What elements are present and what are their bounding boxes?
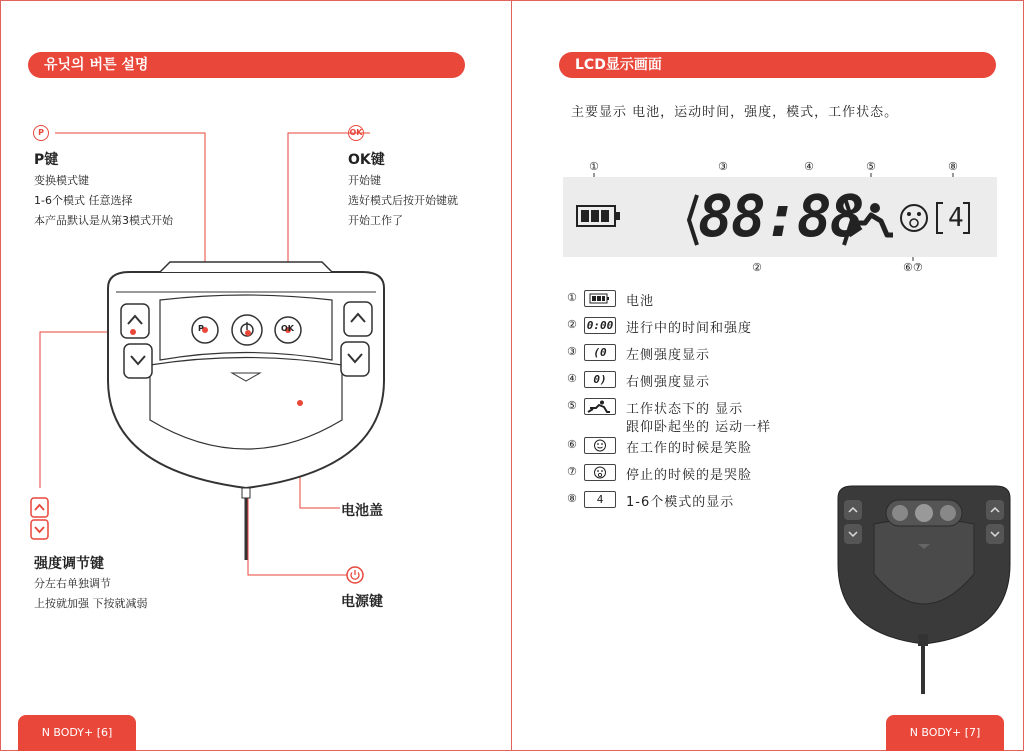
lcd-time-digits: 88:88	[698, 182, 863, 250]
legend-num-4: ④	[567, 372, 577, 385]
lcd-marker-4: ④	[804, 160, 814, 173]
lcd-marker-3: ③	[718, 160, 728, 173]
ok-key-line-3: 开始工作了	[348, 214, 403, 227]
situp-figure-icon	[584, 398, 616, 415]
ok-key-heading: OK键	[348, 152, 385, 168]
legend-num-3: ③	[567, 345, 577, 358]
lcd-battery-icon	[575, 203, 625, 229]
intensity-key-line-2: 上按就加强 下按就减弱	[34, 597, 148, 610]
device-ok-label: OK	[281, 324, 294, 333]
legend-num-8: ⑧	[567, 492, 577, 505]
legend-num-5: ⑤	[567, 399, 577, 412]
legend-text-6: 在工作的时候是笑脸	[626, 441, 753, 456]
legend-text-4: 右侧强度显示	[626, 375, 711, 390]
battery-cover-label: 电池盖	[341, 503, 383, 519]
smile-face-icon	[584, 437, 616, 454]
power-icon	[346, 566, 364, 584]
lcd-intro-text: 主要显示 电池，运动时间，强度，模式，工作状态。	[571, 105, 899, 120]
legend-num-6: ⑥	[567, 438, 577, 451]
lcd-marker-8: ⑧	[948, 160, 958, 173]
lcd-marker-6-7: ⑥⑦	[903, 261, 923, 274]
lcd-situp-icon	[847, 201, 895, 241]
p-key-line-1: 变换模式键	[34, 174, 89, 187]
legend-text-8: 1-6个模式的显示	[626, 495, 735, 510]
p-key-icon: P	[33, 125, 49, 141]
time-digits-icon	[584, 317, 616, 334]
intensity-key-heading: 强度调节键	[34, 556, 104, 572]
lcd-marker-2: ②	[752, 261, 762, 274]
mode-digit-icon	[584, 491, 616, 508]
left-intensity-sample: (0	[593, 346, 607, 359]
p-key-heading: P键	[34, 152, 59, 168]
right-intensity-sample: 0)	[593, 373, 607, 386]
lcd-face-icon	[899, 203, 929, 233]
legend-text-7: 停止的时候的是哭脸	[626, 468, 753, 483]
legend-num-7: ⑦	[567, 465, 577, 478]
ok-key-line-1: 开始键	[348, 174, 381, 187]
lcd-marker-5: ⑤	[866, 160, 876, 173]
right-footer: N BODY+ [7]	[886, 715, 1004, 751]
legend-text-1: 电池	[626, 294, 655, 309]
battery-icon	[584, 290, 616, 307]
legend-num-2: ②	[567, 318, 577, 331]
legend-text-5b: 跟仰卧起坐的 运动一样	[626, 420, 772, 435]
mode-digit-sample: 4	[596, 493, 604, 506]
ok-key-icon: OK	[348, 125, 364, 141]
cry-face-icon	[584, 464, 616, 481]
legend-num-1: ①	[567, 291, 577, 304]
legend-text-5: 工作状态下的 显示	[626, 402, 744, 417]
left-page-title: 유닛의 버튼 설명	[28, 52, 465, 78]
intensity-keys-icon	[29, 497, 51, 541]
ok-key-line-2: 选好模式后按开始键就	[348, 194, 458, 207]
lcd-display	[563, 177, 997, 257]
power-key-label: 电源键	[341, 594, 383, 610]
legend-text-2: 进行中的时间和强度	[626, 321, 753, 336]
right-page-title: LCD显示画面	[559, 52, 996, 78]
device-photo	[836, 484, 1012, 696]
intensity-key-line-1: 分左右单独调节	[34, 577, 111, 590]
p-key-line-2: 1-6个模式 任意选择	[34, 194, 133, 207]
right-intensity-icon	[584, 371, 616, 388]
left-intensity-icon	[584, 344, 616, 361]
p-key-line-3: 本产品默认是从第3模式开始	[34, 214, 173, 227]
legend-text-3: 左侧强度显示	[626, 348, 711, 363]
time-digits-sample: 0:00	[586, 319, 614, 332]
lcd-marker-1: ①	[589, 160, 599, 173]
device-p-label: P	[198, 324, 204, 333]
left-footer: N BODY+ [6]	[18, 715, 136, 751]
lcd-mode-digit: 4	[948, 203, 964, 233]
